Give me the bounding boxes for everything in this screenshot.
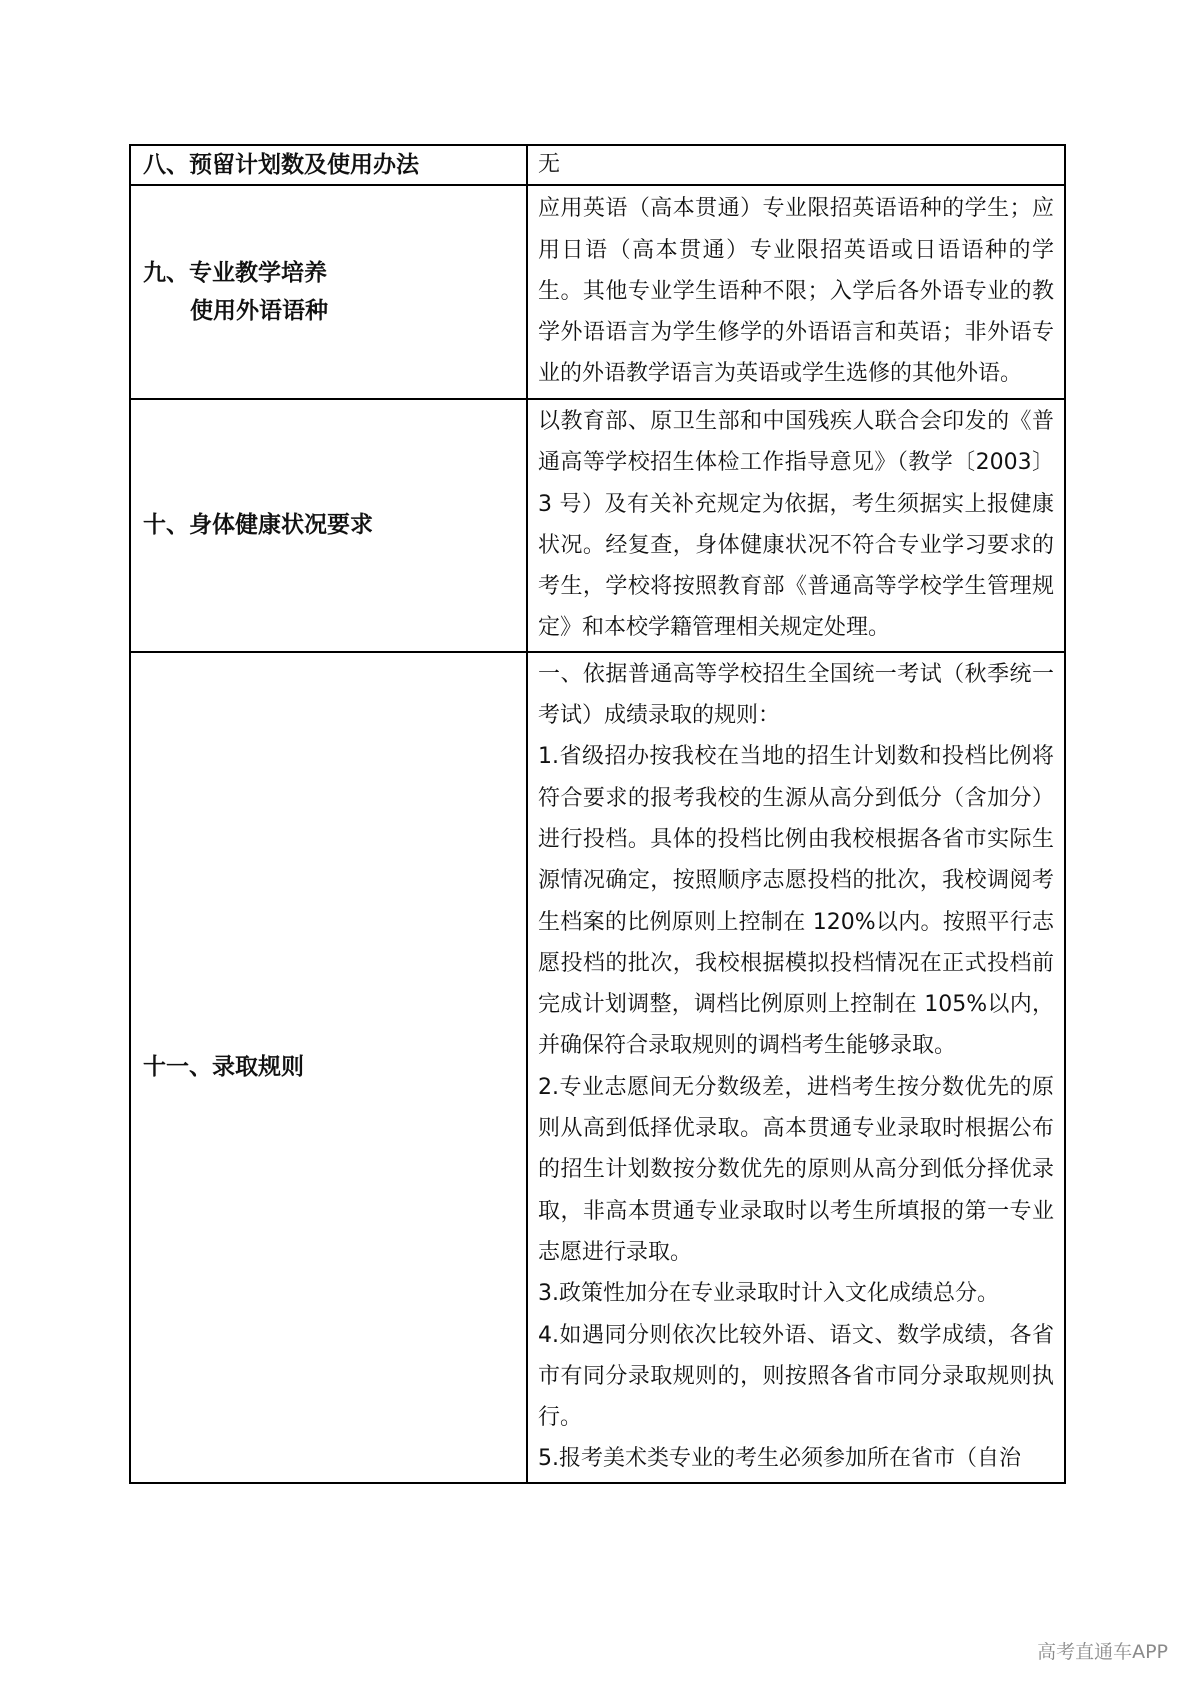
table-row [130,145,1065,185]
row-label [130,185,527,399]
paragraph: 无 [538,151,561,177]
row-label [130,145,527,185]
paragraph: 一、依据普通高等学校招生全国统一考试（秋季统一考试）成绩录取的规则： [538,661,1054,729]
table-row [130,185,1065,399]
paragraph: 以教育部、原卫生部和中国残疾人联合会印发的《普通高等学校招生体检工作指导意见》（教学〔2003〕3 号）及有关补充规定为依据，考生须据实上报健康状况。经复查，身体健康状况不符合专业学习要求的考生，学校将按照教育部《普通高等学校学生管理规定》和本校学籍管理相关规定处理。 [538,409,1054,641]
table-row [130,652,1065,1483]
row-label-text: 十一、录取规则 [143,1054,304,1081]
row-label [130,652,527,1483]
paragraph: 5.报考美术类专业的考生必须参加所在省市（自治 [538,1446,1021,1472]
admission-rules-table [129,144,1066,1484]
row-label-text: 八、预留计划数及使用办法 [143,152,419,178]
row-content [527,145,1065,185]
row-content [527,185,1065,399]
row-label-text: 九、专业教学培养 [143,260,327,286]
paragraph: 4.如遇同分则依次比较外语、语文、数学成绩，各省市有同分录取规则的，则按照各省市同分录取规则执行。 [538,1322,1054,1431]
paragraph: 3.政策性加分在专业录取时计入文化成绩总分。 [538,1281,999,1307]
row-label-text-line2: 使用外语语种 [190,298,328,324]
paragraph: 应用英语（高本贯通）专业限招英语语种的学生；应用日语（高本贯通）专业限招英语或日语语种的学生。其他专业学生语种不限；入学后各外语专业的教学外语语言为学生修学的外语语言和英语；非外语专业的外语教学语言为英语或学生选修的其他外语。 [538,196,1054,387]
paragraph: 1.省级招办按我校在当地的招生计划数和投档比例将符合要求的报考我校的生源从高分到低分（含加分）进行投档。具体的投档比例由我校根据各省市实际生源情况确定，按照顺序志愿投档的批次，我校调阅考生档案的比例原则上控制在 120%以内。按照平行志愿投档的批次，我校根据模拟投档情况在正式投档前完成计划调整，调档比例原则上控制在 105%以内，并确保符合录取规则的调档考生能够录取。 [538,744,1054,1059]
row-label-text: 十、身体健康状况要求 [143,512,373,539]
row-label [130,399,527,652]
row-content [527,399,1065,652]
paragraph: 2.专业志愿间无分数级差，进档考生按分数优先的原则从高到低择优录取。高本贯通专业录取时根据公布的招生计划数按分数优先的原则从高分到低分择优录取，非高本贯通专业录取时以考生所填报的第一专业志愿进行录取。 [538,1074,1054,1265]
row-content [527,652,1065,1483]
watermark: 高考直通车APP [1037,1641,1168,1663]
table-row [130,399,1065,652]
